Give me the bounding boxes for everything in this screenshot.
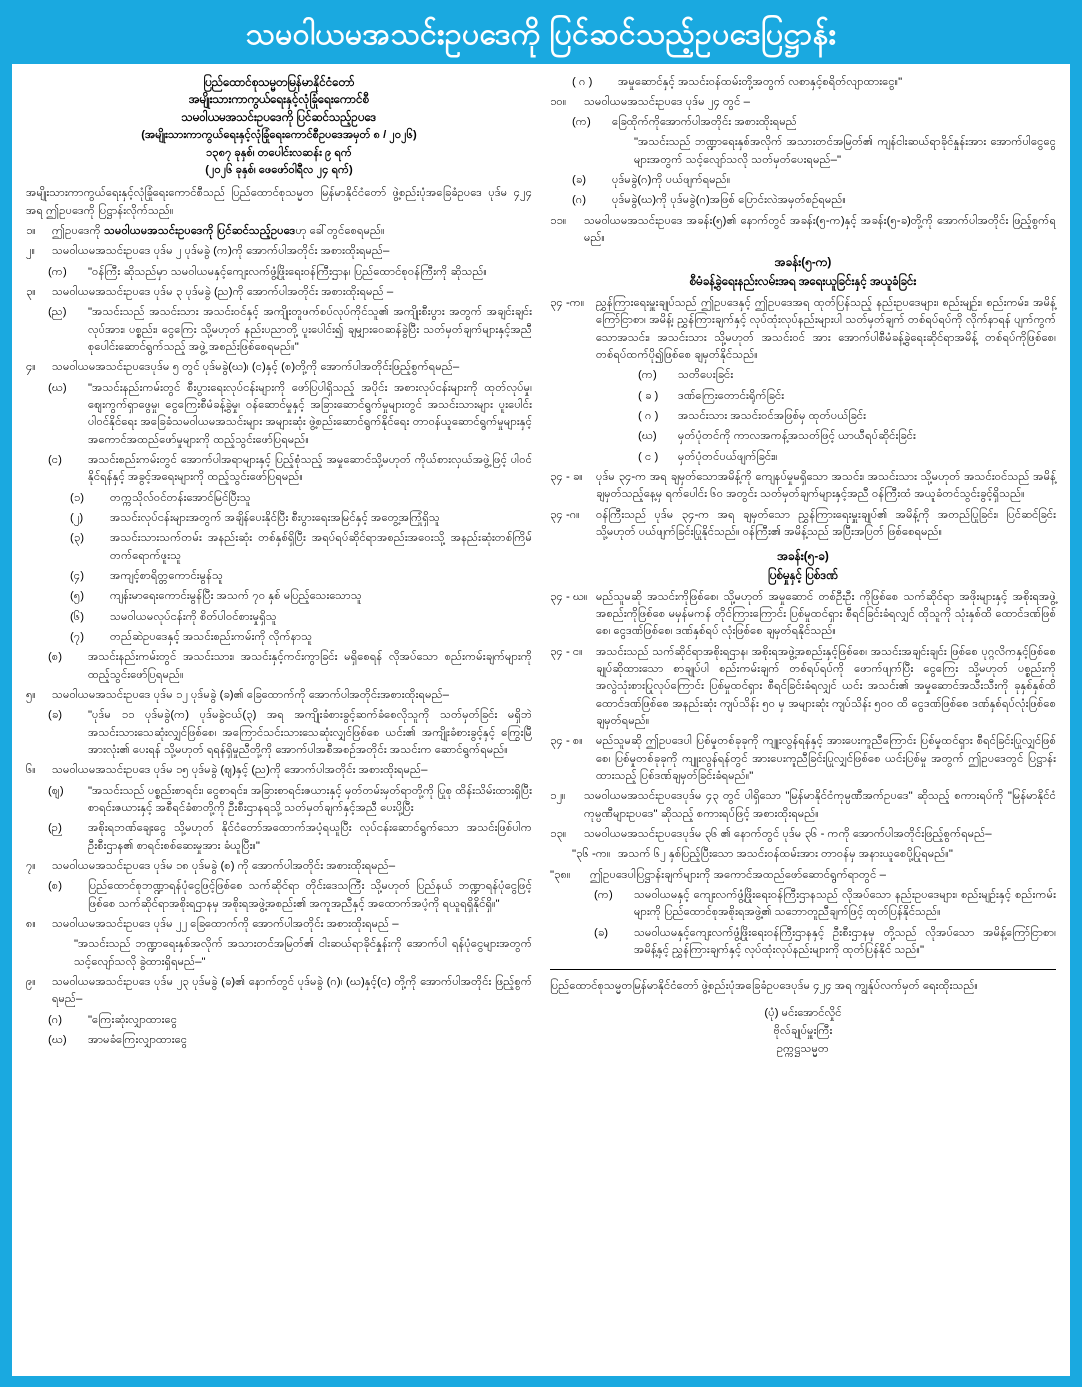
clause-label: (င)	[48, 454, 62, 467]
clause-row	[70, 609, 532, 626]
clause-label: (၄)	[70, 570, 84, 583]
clause-label: (စ)	[48, 880, 62, 893]
clause-label: ၃၄ -က။	[550, 296, 585, 309]
clause-text: သမဝါယမအသင်းဥပဒေ ပုဒ်မ ၁၈ ပုဒ်မခွဲ (စ) ကို အောက်ပါအတိုင်း အစားထိုးရမည်–	[52, 859, 396, 872]
clause-row	[572, 192, 1056, 209]
clause-label: (ည)	[48, 306, 67, 319]
header-line-3: သမဝါယမအသင်းဥပဒေကို ပြင်ဆင်သည့်ဥပဒေ	[181, 111, 377, 125]
banner	[12, 10, 1070, 64]
clause-text: သမဝါယမနှင့်ကျေးလက်ဖွံ့ဖြိုးရေးဝန်ကြီးဌာနနှင့် ဦးစီးဌာနမှ တို့သည် လိုအပ်သော အမိန့်ကြော်ငြာစာ၊ အမိန့်နှင့် ညွှန်ကြားချက်နှင့် လုပ်ထုံးလုပ်နည်းများကို ထုတ်ပြန်နိုင် သည်။"	[634, 926, 1056, 957]
clause-text: အာမခံကြေးလျှာထားငွေ	[88, 1033, 188, 1046]
clause-label: "၃၆ -က။	[572, 848, 611, 861]
clause-label: ၃၄ - စ။	[550, 735, 583, 748]
clause-label: (ခ)	[572, 174, 586, 187]
clause-text: ညွှန်ကြားရေးမှူးချုပ်သည် ဤဥပဒေနှင့် ဤဥပဒေအရ ထုတ်ပြန်သည့် နည်းဥပဒေများ၊ စည်းမျဉ်း၊ စည်းကမ်း၊ အမိန့်ကြော်ငြာစာ၊ အမိန့်၊ ညွှန်ကြားချက်နှင့် လုပ်ထုံးလုပ်နည်းများပါ သတ်မှတ်ချက် တစ်ရပ်ရပ်ကို လိုက်နာရန် ပျက်ကွက်သောအသင်း၊ အသင်းသား သို့မဟုတ် အသင်းဝင် အား အောက်ပါစီမံခန့်ခွဲရေးဆိုင်ရာအမိန့် တစ်ရပ်ကိုဖြစ်စေ၊ တစ်ရပ်ထက်ပို၍ဖြစ်စေ ချမှတ်နိုင်သည်။	[596, 296, 1056, 361]
header-line-5: ၁၃၈၇ ခုနှစ်၊ တပေါင်းလဆန်း ၉ ရက်	[206, 146, 352, 159]
section-subtitle: ပြစ်မှုနှင့် ပြစ်ဒဏ်	[767, 569, 839, 583]
clause-row	[26, 284, 532, 301]
clause-row	[70, 490, 532, 507]
clause-row	[638, 428, 1056, 445]
clause-label: ( ခ )	[638, 389, 659, 402]
clause-row	[48, 936, 532, 971]
clause-text: သမဝါယမအသင်းဥပဒေ ပုဒ်မ ၂၂ ခြေထောက်ကို အောက်ပါအတိုင်း အစားထိုးရမည် –	[52, 917, 399, 930]
clause-row	[594, 925, 1056, 960]
clause-label: ( ဂ )	[638, 409, 659, 422]
clause-row	[550, 469, 1056, 504]
clause-label: (ဃ)	[48, 381, 67, 394]
clause-text: ဤဥပဒေကို သမဝါယမအသင်းဥပဒေကို ပြင်ဆင်သည့်ဥပဒေဟု ခေါ်တွင်စေရမည်။	[52, 225, 385, 238]
clause-label: ၃၄ - င။	[550, 645, 583, 658]
clause-text: သမဝါယမအသင်းဥပဒေ ပုဒ်မ ၁၅ ပုဒ်မခွဲ (ဈ)နှင့် (ည)ကို အောက်ပါအတိုင်း အစားထိုးရမည်–	[52, 764, 428, 777]
clause-row	[550, 867, 1056, 884]
document-sheet	[12, 64, 1070, 1376]
clause-label: ၉။	[26, 975, 36, 988]
clause-text: သမဝါယမအသင်းဥပဒေ အခန်း(၅)၏ နောက်တွင် အခန်း(၅-က)နှင့် အခန်း(၅-ခ)တို့ကို အောက်ပါအတိုင်း ဖြည့်စွက်ရမည်။	[584, 214, 1056, 245]
closing-divider	[550, 969, 1056, 970]
clause-row	[48, 1012, 532, 1029]
right-column-body	[550, 74, 1056, 960]
clause-text: ကျန်းမာရေးကောင်းမွန်ပြီး အသက် ၇၀ နှစ် မပြည့်သေးသောသူ	[110, 590, 362, 603]
clause-text: သတိပေးခြင်း	[678, 369, 734, 382]
left-column-body	[26, 185, 532, 1049]
clause-text: ပြည်ထောင်စုဘဏ္ဍာရန်ပုံငွေဖြင့်ဖြစ်စေ သက်ဆိုင်ရာ တိုင်းဒေသကြီး သို့မဟုတ် ပြည်နယ် ဘဏ္ဍာရန်ပုံငွေဖြင့်ဖြစ်စေ သက်ဆိုင်ရာအစိုးရဌာနမှ အစိုးရအဖွဲ့အစည်း၏ အကူအညီနှင့် အထောက်အပံ့ကို ရယူရရှိနိုင်ရှိ။"	[88, 880, 532, 910]
clause-text: သမဝါယမနှင့် ကျေးလက်ဖွံ့ဖြိုးရေးဝန်ကြီးဌာနသည် လိုအပ်သော နည်းဥပဒေများ၊ စည်းမျဉ်းနှင့် စည်းကမ်းများကို ပြည်ထောင်စုအစိုးရအဖွဲ့၏ သဘောတူညီချက်ဖြင့် ထုတ်ပြန်နိုင်သည်။	[634, 889, 1056, 919]
section-title: အခန်း(၅-ခ)	[777, 549, 829, 564]
clause-text: "အသင်းသည် ဘဏ္ဍာရေးနှစ်အလိုက် အသားတင်အမြတ်၏ ကျန်ငါးဆယ်ရာခိုင်နှုန်းအား အောက်ပါငွေငွေများအတွက် သင့်လျော်သလို သတ်မှတ်ပေးရမည်–"	[634, 136, 1056, 166]
clause-row	[26, 223, 532, 240]
clause-label: ၇။	[26, 859, 36, 872]
clause-label: ၄။	[26, 361, 36, 374]
clause-label: ၁၁။	[550, 214, 567, 227]
clause-row	[70, 510, 532, 527]
clause-row	[638, 367, 1056, 384]
clause-row	[26, 359, 532, 376]
signature-title-2: ဥက္ကဋ္ဌသမ္မတ	[776, 1043, 830, 1056]
clause-label: (ဃ)	[48, 1033, 67, 1046]
clause-text: တက္ကသိုလ်ဝင်တန်းအောင်မြင်ပြီးသူ	[110, 491, 251, 504]
clause-label: (က)	[638, 369, 657, 382]
clause-label: ၈။	[26, 917, 36, 930]
clause-text: အမှုဆောင်နှင့် အသင်းဝန်ထမ်းတို့အတွက် လစာနှင့်စရိတ်လျာထားငွေ။"	[618, 75, 903, 88]
clause-label: (၂)	[70, 512, 84, 525]
clause-label	[594, 134, 634, 169]
clause-text: ဤဥပဒေပါပြဋ္ဌာန်းချက်များကို အကောင်အထည်ဖော်ဆောင်ရွက်ရာတွင် –	[590, 868, 886, 881]
clause-text: ပုဒ်မ ၃၄-က အရ ချမှတ်သောအမိန့်ကို ကျေနပ်မှုမရှိသော အသင်း၊ အသင်းသား သို့မဟုတ် အသင်းဝင်သည် အမိန့်ချမှတ်သည့်နေ့မှ ရက်ပေါင်း ၆၀ အတွင်း သတ်မှတ်ချက်များနှင့်အညီ ဝန်ကြီးထံ အယူခံတင်သွင်းခွင့်ရှိသည်။	[596, 470, 1056, 501]
section-title: အခန်း(၅-က)	[774, 255, 832, 270]
clause-label: "၃၈။	[550, 868, 571, 881]
clause-label: ၃။	[26, 286, 36, 299]
clause-row	[48, 304, 532, 356]
clause-text: အစိုးရဘဏ်ချေးငွေ သို့မဟုတ် နိုင်ငံတော်အထောက်အပံ့ရယူပြီး လုပ်ငန်းဆောင်ရွက်သော အသင်းဖြစ်ပါက ဦးစီးဌာန၏ စာရင်းစစ်ဆေးမှုအား ခံယူပြီး။"	[88, 822, 532, 852]
clause-row	[550, 213, 1056, 248]
clause-text: ခြေထိုက်ကိုအောက်ပါအတိုင်း အစားထိုးရမည်	[612, 116, 797, 129]
clause-label	[48, 936, 74, 971]
banner-title: သမဝါယမအသင်းဥပဒေကို ပြင်ဆင်သည့်ဥပဒေပြဋ္ဌာန်း	[245, 18, 837, 51]
clause-label: (ခ)	[48, 709, 62, 722]
clause-text: တည်ဆဲဥပဒေနှင့် အသင်းစည်းကမ်းကို လိုက်နာသူ	[110, 631, 313, 644]
clause-row	[48, 380, 532, 449]
clause-row	[572, 114, 1056, 131]
clause-text: "ဝန်ကြီး ဆိုသည်မှာ သမဝါယမနှင့်ကျေးလက်ဖွံ့ဖြိုးရေးဝန်ကြီးဌာန၊ ပြည်ထောင်စုဝန်ကြီးကို ဆိုသည်။	[88, 265, 487, 278]
clause-label: (ဂ)	[48, 1013, 63, 1026]
clause-text: သမဝါယမအသင်းဥပဒေပုဒ်မ ၃၆ ၏ နောက်တွင် ပုဒ်မ ၃၆ - ကကို အောက်ပါအတိုင်းဖြည့်စွက်ရမည်–	[584, 828, 992, 841]
clause-row	[70, 530, 532, 565]
clause-row	[48, 878, 532, 913]
clause-row	[594, 887, 1056, 922]
clause-label: (က)	[572, 116, 591, 129]
clause-text: အသင်းသား အသင်းဝင်အဖြစ်မှ ထုတ်ပယ်ခြင်း	[678, 409, 866, 422]
clause-label: ၅။	[26, 689, 36, 702]
clause-text: အသင်းလုပ်ငန်းများအတွက် အချိန်ပေးနိုင်ပြီး စီးပွားရေးအမြင်နှင့် အတွေ့အကြုံရှိသူ	[110, 512, 440, 525]
clause-text: သမဝါယမအသင်းဥပဒေပုဒ်မ ၅ တွင် ပုဒ်မခွဲ(ဃ)၊ (င)နှင့် (စ)တို့ကို အောက်ပါအတိုင်းဖြည့်စွက်ရမည်–	[52, 361, 460, 374]
clause-text: ဝန်ကြီးသည် ပုဒ်မ ၃၄-က အရ ချမှတ်သော ညွှန်ကြားရေးမှူးချုပ်၏ အမိန့်ကို အတည်ပြုခြင်း၊ ပြင်ဆင်ခြင်း သို့မဟုတ် ပယ်ဖျက်ခြင်းပြုနိုင်သည်။ ဝန်ကြီး၏ အမိန့်သည် အပြီးအပြတ် ဖြစ်စေရမည်။	[596, 508, 1056, 538]
signature-name: (ပုံ) မင်းအောင်လှိုင်	[764, 1006, 842, 1019]
header-line-2: အမျိုးသားကာကွယ်ရေးနှင့်လုံခြုံရေးကောင်စီ	[188, 93, 370, 107]
clause-label: ၁၀။	[550, 95, 567, 108]
clause-row	[26, 687, 532, 704]
clause-label: (စ)	[48, 651, 62, 664]
paragraph: အမျိုးသားကာကွယ်ရေးနှင့်လုံခြုံရေးကောင်စီသည် ပြည်ထောင်စုသမ္မတ မြန်မာနိုင်ငံတော် ဖွဲ့စည်းပုံအခြေခံဥပဒေ ပုဒ်မ ၄၂၄ အရ ဤဥပဒေကို ပြဋ္ဌာန်းလိုက်သည်။	[26, 187, 532, 217]
clause-label: ( ဂ )	[572, 75, 593, 88]
clause-row	[26, 858, 532, 875]
clause-label: ၁၃။	[550, 828, 567, 841]
clause-text: "အသင်းသည် ဘဏ္ဍာရေးနှစ်အလိုက် အသားတင်အမြတ်၏ ငါးဆယ်ရာခိုင်နှုန်းကို အောက်ပါ ရန်ပုံငွေများအတွက် သင့်လျော်သလို ခွဲထားရှိရမည်–"	[74, 938, 532, 968]
clause-text: "အသင်းသည် ပစ္စည်းစာရင်း၊ ငွေစာရင်း၊ အခြားစာရင်းဇယားနှင့် မှတ်တမ်းမှတ်ရာတို့ကို ပြုစု ထိန်းသိမ်းထားရှိပြီး စာရင်းဇယားနှင့် အစီရင်ခံစာတို့ကို ဦးစီးဌာနရသို့ သတ်မှတ်ချက်နှင့်အညီ ပေးပို့ပြီး	[88, 784, 532, 814]
clause-text: အသင်းနည်းကမ်းတွင် အသင်းသား၊ အသင်းနှင့်ကင်းကွာခြင်း မရှိစေရန် လိုအပ်သော စည်းကမ်းချက်များကို ထည့်သွင်းဖော်ပြရမည်။	[88, 651, 532, 681]
clause-label: (၅)	[70, 590, 84, 603]
clause-row	[550, 589, 1056, 641]
clause-label: ၁။	[26, 225, 36, 238]
clause-text: အသင်းသည် သက်ဆိုင်ရာအစိုးရဌာန၊ အစိုးရအဖွဲ့အစည်းနှင့်ဖြစ်စေ၊ အသင်းအချင်းချင်း ဖြစ်စေ ပုဂ္ဂလိကနှင့်ဖြစ်စေ ချုပ်ဆိုထားသော စာချုပ်ပါ စည်းကမ်းချက် တစ်ရပ်ရပ်ကို ဖောက်ဖျက်ပြီး ငွေကြေး သို့မဟုတ် ပစ္စည်းကို အလွဲသုံးစားပြုလုပ်ကြောင်း ပြစ်မှုထင်ရှား စီရင်ခြင်းခံရလျှင် ယင်း အသင်း၏ အမှုဆောင်အသီးသီးကို ခုနှစ်နှစ်ထိ ထောင်ဒဏ်ဖြစ်စေ အနည်းဆုံး ကျပ်သိန်း ၅၀ မှ အများဆုံး ကျပ်သိန်း ၅၀၀ ထိ ငွေဒဏ်ဖြစ်စေ ဒဏ်နှစ်ရပ်လုံးဖြစ်စေ ချမှတ်ရမည်။	[596, 645, 1056, 728]
header-line-1: ပြည်ထောင်စုသမ္မတမြန်မာနိုင်ငံတော်	[203, 75, 355, 89]
closing-paragraph: ပြည်ထောင်စုသမ္မတမြန်မာနိုင်ငံတော် ဖွဲ့စည်းပုံအခြေခံဥပဒေပုဒ်မ ၄၂၄ အရ ကျွန်ုပ်လက်မှတ် ရေးထိုးသည်။	[550, 980, 978, 993]
clause-text: "ပုဒ်မ ၁၁ ပုဒ်မခွဲ(က) ပုဒ်မခွဲငယ်(၃) အရ အကျိုးခံစားခွင့်ဆက်ခံစေလိုသူကို သတ်မှတ်ခြင်း မရှိဘဲ အသင်းသားသေဆုံးလျှင်ဖြစ်စေ၊ အကြောင်သင်းသားသေဆုံးလျှင်ဖြစ်စေ ယင်း၏ အကျိုးခံစားခွင့်နှင့် ကြွေးမြီအားလုံး၏ ပေးရန် သို့မဟုတ် ရရန်ရှိမှုညီတို့ကို အောက်ပါအစီအစဉ်အတိုင်း အသင်းက ဆောင်ရွက်ရမည်။	[88, 709, 532, 756]
clause-label: ၃၄ -ဂ။	[550, 508, 580, 521]
clause-row	[638, 449, 1056, 466]
clause-row	[550, 788, 1056, 823]
clause-text: အသက် ၆၂ နှစ်ပြည့်ပြီးသော အသင်းဝန်ထမ်းအား တာဝန်မှ အနားယူစေပို့ပြုရမည်။"	[618, 848, 953, 861]
clause-text: "အသင်းသည် အသင်းသား အသင်းဝင်နှင့် အကျိုးတူဖက်စပ်လုပ်ကိုင်သူ၏ အကျိုးစီးပွား အတွက် အချင်းချင်း လုပ်အား၊ ပစ္စည်း၊ ငွေကြေး သို့မဟုတ် နည်းပညာတို့ ပူးပေါင်း၍ ချမျှားဝေဆန်ခွဲပြီး သတ်မှတ်ချက်များနှင့်အညီ စုပေါင်းဆောင်ရွက်သည့် အဖွဲ့ အစည်းဖြစ်စေရမည်။"	[88, 306, 532, 354]
clause-row	[26, 243, 532, 260]
clause-row	[48, 783, 532, 818]
clause-row	[48, 649, 532, 684]
clause-row	[26, 974, 532, 1009]
clause-row	[48, 264, 532, 281]
clause-label: ၆။	[26, 764, 36, 777]
clause-label: ၂။	[26, 245, 36, 258]
clause-label: (၁)	[70, 491, 84, 504]
clause-row	[48, 452, 532, 487]
header-line-6: (၂၀၂၆ ခုနှစ်၊ ဖေဖော်ဝါရီလ ၂၄ ရက်)	[205, 164, 353, 177]
clause-row	[70, 568, 532, 585]
clause-text: မှတ်ပုံတင်ကို ကာလအကန့်အသတ်ဖြင့် ယာယီရပ်ဆိုင်းခြင်း	[678, 430, 916, 443]
clause-text: အကျင့်စာရိတ္တကောင်းမွန်သူ	[110, 570, 224, 583]
clause-row	[550, 94, 1056, 111]
clause-text: အသင်းစည်းကမ်းတွင် အောက်ပါအရာများနှင့် ပြည့်စုံသည့် အမှုဆောင်သို့မဟုတ် ကိုယ်စားလှယ်အဖွဲ့ဖြင့် ပါဝင်နိုင်ရန်နှင့် အခွင့်အရေးများကို ထည့်သွင်းဖော်ပြရမည်။	[88, 454, 532, 484]
clause-text: "ကြေးဆုံးလျှာထားငွေ	[88, 1013, 178, 1026]
clause-label: (ဈ)	[48, 784, 64, 797]
clause-text: ပုဒ်မခွဲ(ဃ)ကို ပုဒ်မခွဲ(ဂ)အဖြစ် ပြောင်းလဲအမှတ်စဉ်ရမည်။	[612, 194, 846, 207]
clause-text: သမဝါယမလုပ်ငန်းကို စိတ်ပါဝင်စားမှုရှိသူ	[110, 610, 277, 623]
clause-row	[638, 408, 1056, 425]
clause-label: (က)	[594, 889, 613, 902]
clause-row	[550, 644, 1056, 731]
clause-label: (ဂ)	[572, 194, 587, 207]
section-subtitle: စီမံခန့်ခွဲရေးနည်းလမ်းအရ အရေးယူခြင်းနှင့် အယူခံခြင်း	[689, 275, 917, 289]
left-column	[26, 74, 532, 1366]
clause-text: မှတ်ပုံတင်ပယ်ဖျက်ခြင်း။	[678, 450, 778, 463]
clause-row	[48, 820, 532, 855]
clause-label: ( င )	[638, 450, 659, 463]
clause-row	[550, 295, 1056, 364]
header-line-4: (အမျိုးသားကာကွယ်ရေးနှင့်လုံခြုံရေးကောင်စီဥပဒေအမှတ် ၈ / ၂၀၂၆)	[141, 129, 417, 142]
signature-title-1: ဗိုလ်ချုပ်မှူးကြီး	[773, 1024, 833, 1037]
clause-row	[572, 172, 1056, 189]
clause-label: (၃)	[70, 532, 84, 545]
clause-row	[70, 629, 532, 646]
clause-row	[572, 74, 1056, 91]
clause-row	[594, 134, 1056, 169]
clause-label: (ခ)	[594, 926, 608, 939]
clause-label: (က)	[48, 265, 67, 278]
clause-row	[48, 707, 532, 759]
clause-text: သမဝါယမအသင်းဥပဒေ ပုဒ်မ ၃ ပုဒ်မခွဲ (ည)ကို အောက်ပါအတိုင်း အစားထိုးရမည် –	[52, 286, 394, 299]
columns-container	[26, 74, 1056, 1366]
clause-label: (၆)	[70, 610, 84, 623]
clause-text: သမဝါယမအသင်းဥပဒေ ပုဒ်မ ၂၄ တွင် –	[584, 95, 750, 108]
clause-row	[550, 826, 1056, 843]
clause-label: (ဉ)	[48, 822, 62, 835]
clause-text: အသင်းသားသက်တမ်း အနည်းဆုံး တစ်နှစ်ရှိပြီး အရပ်ရပ်ဆိုင်ရာအစည်းအဝေးသို့ အနည်းဆုံးတစ်ကြိမ် တက်ရောက်ဖူးသူ	[110, 532, 532, 562]
clause-row	[48, 1032, 532, 1049]
clause-label: ၃၄ - ဃ။	[550, 590, 588, 603]
clause-text: "အသင်းနည်းကမ်းတွင် စီးပွားရေးလုပ်ငန်းများကို ဖော်ပြပါရှိသည့် အပိုင်း အစားလုပ်ငန်းများကို ထုတ်လုပ်မှု၊ ဈေးကွက်ရှာဖွေမှု၊ ငွေကြေးစီမံခန့်ခွဲမှု၊ ဝန်ဆောင်မှုနှင့် အခြားဆောင်ရွက်မှုများတွင် အသင်းသားများ ပူးပေါင်းပါဝင်နိုင်ရေး အခြေခံသမဝါယမအသင်းများ အများဆုံး ဖွဲ့စည်းဆောင်ရွက်နိုင်ရေး တာဝန်ယူဆောင်ရွက်မှုများနှင့် အကောင်အထည်ဖော်မှုများကို ထည့်သွင်းဖော်ပြရမည်။	[88, 381, 532, 446]
right-column	[550, 74, 1056, 1366]
clause-label: ၃၄ - ခ။	[550, 470, 583, 483]
signature-block	[550, 1004, 1056, 1059]
clause-row	[550, 733, 1056, 785]
clause-text: သမဝါယမအသင်းဥပဒေ ပုဒ်မ ၂၃ ပုဒ်မခွဲ (ခ)၏ နောက်တွင် ပုဒ်မခွဲ (ဂ)၊ (ဃ)နှင့်(င) တို့ကို အောက်ပါအတိုင်း ဖြည့်စွက်ရမည်–	[52, 975, 532, 1006]
clause-row	[26, 916, 532, 933]
clause-row	[572, 846, 1056, 863]
clause-text: ဒဏ်ကြေးတောင်းရိုက်ခြင်း	[678, 389, 785, 402]
clause-text: ပုဒ်မခွဲ(ဂ)ကို ပယ်ဖျက်ရမည်။	[612, 174, 731, 187]
clause-text: မည်သူမဆို အသင်းကိုဖြစ်စေ၊ သို့မဟုတ် အမှုဆောင် တစ်ဦးဦး ကိုဖြစ်စေ သက်ဆိုင်ရာ အဖိုးများနှင့် အစိုးရအဖွဲ့အစည်းကိုဖြစ်စေ မမှန်မကန် တိုင်ကြားကြောင်း ပြစ်မှုထင်ရှား စီရင်ခြင်းခံရလျှင် ထိုသူကို သုံးနှစ်ထိ ထောင်ဒဏ်ဖြစ်စေ၊ ငွေဒဏ်ဖြစ်စေ၊ ဒဏ်နှစ်ရပ် လုံးဖြစ်စေ ချမှတ်ရနိုင်သည်။	[596, 590, 1056, 638]
clause-text: မည်သူမဆို ဤဥပဒေပါ ပြစ်မှုတစ်ခုခုကို ကျူးလွန်ရန်နှင့် အားပေးကူညီကြောင်း ပြစ်မှုထင်ရှား စီရင်ခြင်းပြုလျှင်ဖြစ်စေ၊ ပြစ်မှုတစ်ခုခုကို ကျူးလွန်ရန်တွင် အားပေးကူညီခြင်းပြုလျှင်ဖြစ်စေ ယင်းပြစ်မှု အတွက် ဤဥပဒေတွင် ပြဋ္ဌာန်းထားသည့် ပြစ်ဒဏ်ချမှတ်ခြင်းခံရမည်။"	[596, 735, 1056, 783]
clause-label: (ဃ)	[638, 430, 657, 443]
clause-text: သမဝါယမအသင်းဥပဒေ ပုဒ်မ ၁၂ ပုဒ်မခွဲ (ခ)၏ ခြေထောက်ကို အောက်ပါအတိုင်းအစားထိုးရမည်–	[52, 689, 449, 702]
clause-row	[638, 388, 1056, 405]
clause-row	[550, 507, 1056, 542]
clause-row	[26, 762, 532, 779]
document-header	[26, 74, 532, 180]
clause-label: (၇)	[70, 631, 84, 644]
clause-row	[70, 588, 532, 605]
clause-text: သမဝါယမအသင်းဥပဒေ ပုဒ်မ ၂ ပုဒ်မခွဲ (က)ကို အောက်ပါအတိုင်း အစားထိုးရမည်–	[52, 245, 390, 258]
clause-text: သမဝါယမအသင်းဥပဒေပုဒ်မ ၄၃ တွင် ပါရှိသော "မြန်မာနိုင်ငံကုမ္ပဏီအက်ဥပဒေ" ဆိုသည့် စကားရပ်ကို "မြန်မာနိုင်ငံကုမ္ပဏီများဥပဒေ" ဆိုသည့် စကားရပ်ဖြင့် အစားထိုးရမည်။	[584, 790, 1056, 820]
clause-label: ၁၂။	[550, 790, 566, 803]
